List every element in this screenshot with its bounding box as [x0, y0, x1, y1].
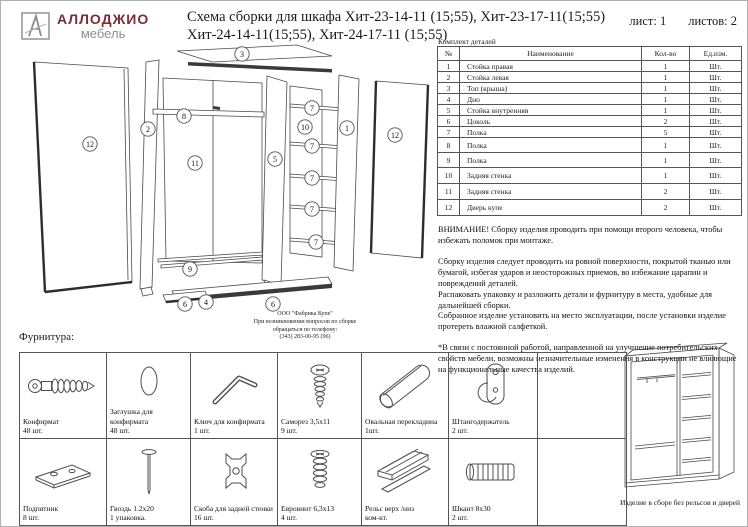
hardware-item-qty: 8 шт. [23, 513, 39, 523]
table-row: 7 Полка 5 Шт. [438, 127, 742, 138]
hardware-item-name: Конфирмат [23, 416, 60, 426]
table-row: 9 Полка 1 Шт. [438, 153, 742, 168]
plug-icon [110, 355, 187, 407]
part-callout-number: 6 [183, 299, 187, 309]
col-qty: Кол-во [642, 47, 690, 61]
foot-plate-icon [23, 441, 103, 504]
hardware-item [449, 353, 538, 439]
hardware-item-name: Саморез 3,5х11 [281, 416, 331, 426]
parts-table-header [438, 47, 742, 61]
table-row: 3 Топ (крыша) 1 Шт. [438, 83, 742, 94]
parts-table [437, 46, 742, 216]
hardware-item-name: Овальная перекладина [365, 416, 438, 426]
hardware-item-qty: 48 шт. [23, 426, 43, 436]
sheet-label: лист: 1 [629, 14, 667, 28]
hardware-item-qty: 9 шт. [281, 426, 297, 436]
assembled-view-caption: Изделие в сборе без рельсов и дверей [619, 498, 741, 507]
part-callout-number: 11 [191, 158, 199, 168]
part-left-door [34, 62, 132, 292]
hardware-item [449, 439, 538, 526]
parts-table-title: Комплект деталей [438, 37, 496, 46]
hardware-item-name: Подпятник [23, 503, 59, 513]
hardware-item-qty: 2 шт. [452, 426, 468, 436]
hardware-item [362, 439, 449, 526]
hardware-item-name: Евровинт 6,3х13 [281, 503, 334, 513]
factory-note-line2: обращаться по телефону: [272, 326, 338, 333]
hardware-title: Фурнитура: [19, 331, 75, 343]
hardware-item-name: Заглушка для конфирмата [110, 406, 153, 426]
part-inner-stand [262, 76, 287, 292]
header-logo [21, 12, 149, 41]
euro-screw-icon [281, 441, 358, 504]
table-row: 5 Стойка внутренняя 1 Шт. [438, 105, 742, 116]
oval-rod-icon [365, 355, 445, 417]
part-right-stand [334, 75, 359, 271]
part-callout-number: 8 [182, 111, 186, 121]
part-callout-number: 10 [301, 122, 309, 132]
col-number: № [438, 47, 460, 61]
hardware-item [20, 439, 107, 526]
brand-name: АЛЛОДЖИО [57, 11, 150, 27]
part-top-panel [177, 45, 332, 73]
factory-note-line: При возникновении вопросов по сборке [253, 318, 357, 325]
document-title-line1: Схема сборки для шкафа Хит-23-14-11 (15;55), Хит-23-17-11(15;55) [187, 9, 606, 25]
part-callout-number: 5 [273, 154, 277, 164]
col-unit: Ед.изм. [690, 47, 742, 61]
hardware-item [191, 439, 278, 526]
note-paragraph-1: Сборку изделия следует проводить на ровной поверхности, покрытой тканью или бумагой, избегая ударов и неосторожных приемов, во избежание царапин и повреждений деталей. [438, 256, 731, 288]
rod-holder-icon [452, 355, 534, 417]
hardware-item-qty: 2 шт. [452, 513, 468, 523]
hardware-item [278, 439, 362, 526]
hardware-item-qty: 1шт. [365, 426, 380, 436]
hardware-item-qty: 1 шт. [194, 426, 210, 436]
table-row: 4 Дно 1 Шт. [438, 94, 742, 105]
parts-table-body [438, 61, 742, 216]
hardware-item-name: Скоба для задней стенки [194, 503, 273, 513]
sheets-label: листов: 2 [688, 14, 737, 28]
hardware-item-qty: ком-кт. [365, 513, 388, 523]
sheet-info [629, 14, 737, 29]
part-callout-number: 7 [314, 237, 318, 247]
part-callout-number: 7 [310, 141, 314, 151]
hardware-item [278, 353, 362, 439]
table-row: 10 Задняя стенка 1 Шт. [438, 168, 742, 184]
table-row: 12 Дверь купе 2 Шт. [438, 200, 742, 216]
hardware-empty-cell [538, 439, 627, 526]
note-paragraph-3: Собранное изделие установить на место эксплуатации, после установки изделие протереть влажной салфеткой. [438, 311, 726, 332]
part-callout-number: 7 [310, 103, 314, 113]
note-paragraph-2: Распаковать упаковку и разложить детали и фурнитуру в места, удобные для дальнейшей сборки. [438, 289, 712, 310]
hardware-item [362, 353, 449, 439]
note-footnote: *В связи с постоянной работой, направленной на улучшение потребительских свойств мебели, возможны незначительные изменения в конструкции не влияющие на функциональные качества изделий. [438, 343, 737, 375]
hardware-item [191, 353, 278, 439]
hardware-item-name: Ключ для конфирмата [194, 416, 265, 426]
back-wall-bracket-icon [194, 441, 274, 504]
hardware-item-name: Гвоздь 1.2х20 [110, 503, 154, 513]
part-right-door [371, 81, 428, 258]
part-callout-number: 4 [204, 297, 208, 307]
hardware-item-qty: 16 шт. [194, 513, 214, 523]
hardware-item [20, 353, 107, 439]
hardware-item-qty: 48 шт. [110, 426, 130, 436]
hardware-item-name: Шкант 8х30 [452, 503, 491, 513]
factory-name: ООО "Фабрика Купе" [277, 311, 333, 317]
dowel-icon [452, 441, 534, 504]
part-callout-number: 3 [240, 49, 244, 59]
hardware-empty-cell [538, 353, 627, 439]
brand-sub: мебель [80, 26, 126, 41]
hardware-grid [19, 352, 627, 526]
part-callout-number: 12 [391, 130, 399, 140]
confirmat-screw-icon [23, 355, 103, 417]
rail-icon [365, 441, 445, 504]
col-name: Наименование [460, 47, 642, 61]
table-row: 1 Стойка правая 1 Шт. [438, 61, 742, 72]
hardware-item-name: Рельс верх /низ [365, 503, 415, 513]
hardware-item [107, 353, 191, 439]
part-callout-number: 2 [146, 124, 150, 134]
factory-phone: (343) 283-00-95 (96) [279, 334, 331, 341]
part-back-wall [163, 78, 262, 263]
table-row: 2 Стойка левая 1 Шт. [438, 72, 742, 83]
part-callout-number: 12 [86, 139, 94, 149]
nail-icon [110, 441, 187, 504]
table-row: 6 Цоколь 2 Шт. [438, 116, 742, 127]
factory-contact [237, 311, 373, 342]
brand-mark-icon [21, 12, 50, 40]
hardware-item-qty: 1 упаковка. [110, 513, 147, 523]
part-callout-number: 9 [188, 264, 192, 274]
hardware-item-qty: 4 шт. [281, 513, 297, 523]
warning-paragraph: ВНИМАНИЕ! Сборку изделия проводить при помощи второго человека, чтобы избежать поломок при монтаже. [438, 225, 723, 245]
part-left-stand [140, 60, 159, 296]
part-callout-number: 7 [310, 204, 314, 214]
hex-key-icon [194, 355, 274, 417]
table-row: 11 Задняя стенка 2 Шт. [438, 184, 742, 200]
document-title-line2: Хит-24-14-11(15;55), Хит-24-17-11 (15;55) [187, 26, 448, 43]
part-callout-number: 1 [345, 123, 349, 133]
document-title [187, 9, 605, 44]
hardware-item-name: Штангодержатель [452, 416, 510, 426]
screw-icon [281, 355, 358, 417]
part-callout-number: 6 [271, 299, 275, 309]
table-row: 8 Полка 1 Шт. [438, 138, 742, 153]
part-callout-number: 7 [310, 173, 314, 183]
hardware-item [107, 439, 191, 526]
